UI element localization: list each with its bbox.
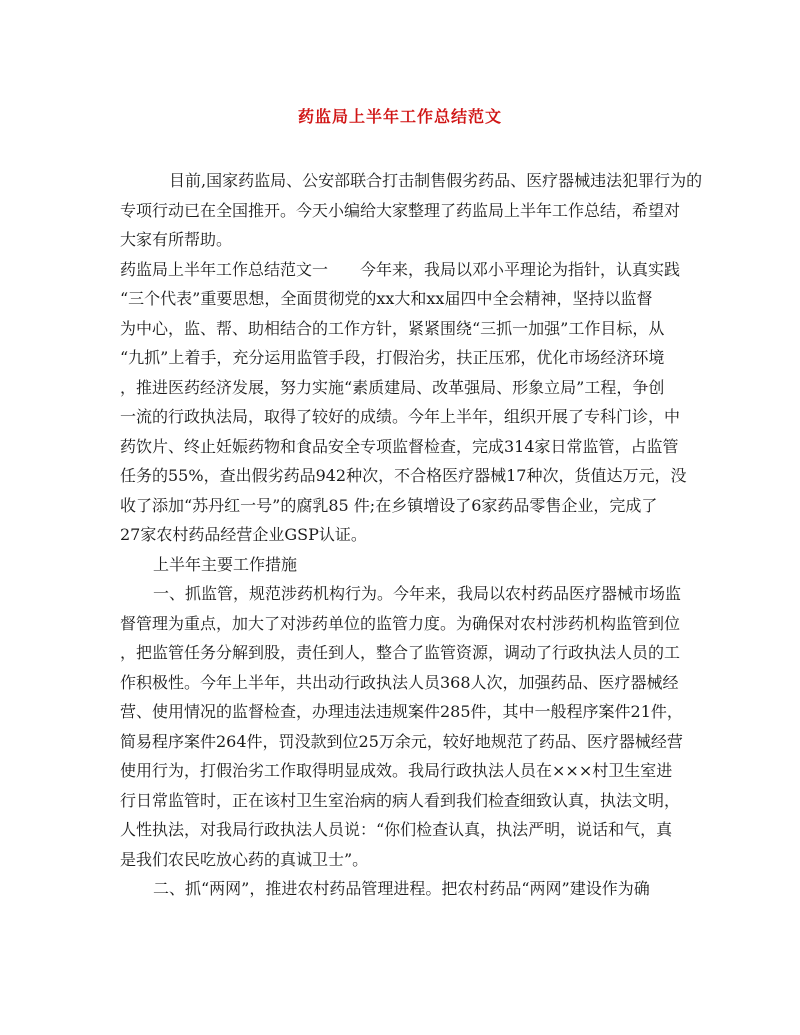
text-line: 营、使用情况的监督检查，办理违法违规案件285件，其中一般程序案件21件， [120,702,683,721]
text-line: 专项行动已在全国推开。今天小编给大家整理了药监局上半年工作总结，希望对 [120,200,681,220]
text-line: 27家农村药品经营企业GSP认证。 [120,525,367,544]
text-line: ，把监管任务分解到股，责任到人，整合了监管资源，调动了行政执法人员的工 [120,643,681,662]
text-line: 是我们农民吃放心药的真诚卫士”。 [120,849,369,869]
document-body [120,166,703,904]
text-line: 为中心，监、帮、助相结合的工作方针，紧紧围绕“三抓一加强”工作目标，从 [120,318,665,338]
text-line: 使用行为，打假治劣工作取得明显成效。我局行政执法人员在×××村卫生室进 [120,761,673,780]
section-heading: 上半年主要工作措施 [153,554,298,574]
text-line: 督管理为重点，加大了对涉药单位的监管力度。为确保对农村涉药机构监管到位 [120,613,681,633]
text-line: ，推进医药经济发展，努力实施“素质建局、改革强局、形象立局”工程，争创 [120,377,665,397]
text-line: 简易程序案件264件，罚没款到位25万余元，较好地规范了药品、医疗器械经营 [120,731,683,751]
text-line: 药监局上半年工作总结范文一 今年来，我局以邓小平理论为指针，认真实践 [120,259,681,279]
text-line: 大家有所帮助。 [120,230,233,249]
text-line: 任务的55%，查出假劣药品942种次，不合格医疗器械17种次，货值达万元，没 [120,466,687,485]
text-line: 收了添加“苏丹红一号”的腐乳85 件;在乡镇增设了6家药品零售企业，完成了 [120,495,658,515]
text-line: 人性执法，对我局行政执法人员说：“你们检查认真，执法严明，说话和气，真 [120,820,673,839]
text-line: 二、抓“两网”，推进农村药品管理进程。把农村药品“两网”建设作为确 [153,879,650,898]
text-line: 目前,国家药监局、公安部联合打击制售假劣药品、医疗器械违法犯罪行为的 [169,171,703,190]
text-line: “三个代表”重要思想，全面贯彻党的xx大和xx届四中全会精神，坚持以监督 [120,289,653,308]
text-line: 药饮片、终止妊娠药物和食品安全专项监督检查，完成314家日常监管，占监管 [120,436,679,456]
text-line: 一流的行政执法局，取得了较好的成绩。今年上半年，组织开展了专科门诊，中 [120,407,681,426]
text-line: 作积极性。今年上半年，共出动行政执法人员368人次，加强药品、医疗器械经 [120,672,679,692]
document-title: 药监局上半年工作总结范文 [297,107,502,126]
text-line: 行日常监管时，正在该村卫生室治病的病人看到我们检查细致认真，执法文明， [120,790,681,810]
text-line: 一、抓监管，规范涉药机构行为。今年来，我局以农村药品医疗器械市场监 [153,584,682,603]
text-line: “九抓”上着手，充分运用监管手段，打假治劣，扶正压邪，优化市场经济环境 [120,348,665,367]
